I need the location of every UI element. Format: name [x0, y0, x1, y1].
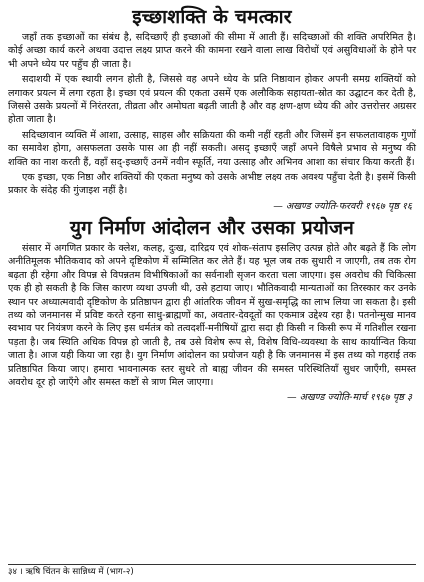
source-citation: — अखण्ड ज्योति-फरवरी १९६७ पृष्ठ १६ [273, 200, 412, 212]
section-title: इच्छाशक्ति के चमत्कार [132, 6, 292, 28]
paragraph: सदिच्छावान व्यक्ति में आशा, उत्साह, साहस और सक्रियता की कमी नहीं रहती और जिसमें इन सफलतावाहक गुणों का समावेश होगा, असफलता उसके पास आ ही नहीं सकती। असद् इच्छाएँ जहाँ अपने विषैले प्रभाव से मनुष्य की शक्ति का नाश करती हैं, वहाँ सद्-इच्छाएँ उनमें नवीन स्फूर्ति, नया उत्साह और अभिनव आशा का संचार किया करती हैं। [8, 129, 416, 168]
paragraph: सदाशयी में एक स्थायी लगन होती है, जिससे वह अपने ध्येय के प्रति निष्ठावान होकर अपनी समग्र शक्तियों को लगाकर प्रयत्न में लगा रहता है। इच्छा एवं प्रयत्न की एकता उसमें एक अलौकिक सहायता-स्रोत का उद्घाटन कर देती है, जिससे उसके प्रयत्नों में निरंतरता, तीव्रता और अमोघता बढ़ती जाती है और वह क्षण-क्षण ध्येय की ओर उत्तरोत्तर अग्रसर होता जाता है। [8, 74, 416, 126]
paragraph: जहाँ तक इच्छाओं का संबंध है, सदिच्छाएँ ही इच्छाओं की सीमा में आती हैं। सदिच्छाओं की शक्ति अपरिमित है। कोई अच्छा कार्य करने अथवा उदात्त लक्ष्य प्राप्त करने की कामना रखने वाला लाख विरोधों एवं असुविधाओं के होने पर भी अपने ध्येय पर पहुँच ही जाता है। [8, 32, 416, 70]
paragraph: संसार में अगणित प्रकार के क्लेश, कलह, दुःख, दारिद्रय एवं शोक-संताप इसलिए उत्पन्न होते और बढ़ते हैं कि लोग अनीतिमूलक भौतिकवाद को अपने दृष्टिकोण में सम्मिलित कर लेते हैं। यह भूल जब तक सुधारी न जाएगी, तब तक रोग बढ़ता ही रहेगा और विपन्न से विपन्नतम विभीषिकाओं का सर्वनाशी सृजन करता चला जाएगा। इस अवरोध की चिकित्सा एक ही हो सकती है कि जिस कारण व्यथा उपजी थी, उसे हटाया जाए। भौतिकवादी मान्यताओं का तिरस्कार कर उनके स्थान पर अध्यात्मवादी दृष्टिकोण के प्रतिष्ठापन द्वारा ही आंतरिक जीवन में सुख-समृद्धि का लाभ लिया जा सकता है। इसी तथ्य को जनमानस में प्रविष्ट करते रहना साधु-ब्राह्मणों का, अवतार-देवदूतों का एकमात्र उद्देश्य रहा है। पतनोन्मुख मानव स्वभाव पर नियंत्रण करने के लिए इस धर्मतंत्र को तत्वदर्शी-मनीषियों द्वारा सदा ही किसी न किसी रूप में गतिशील रखना पड़ता है। जब स्थिति अधिक विपन्न हो जाती है, तब उसे विशेष रूप से, विशेष विधि-व्यवस्था के साथ कार्यान्वित किया जाता है। आज यही किया जा रहा है। युग निर्माण आंदोलन का प्रयोजन यही है कि जनमानस में इस तथ्य को गहराई तक प्रतिष्ठापित किया जाए। हमारा भावनात्मक स्तर सुधरे तो बाह्य जीवन की समस्त परिस्थितियाँ सुधर जाएँगी, समस्त अवरोध दूर हो जाएँगे और समस्त कष्टों से त्राण मिल जाएगा। [8, 242, 416, 388]
page-footer: ३४ । ऋषि चिंतन के सान्निध्य में (भाग-२) [8, 564, 416, 578]
section-title: युग निर्माण आंदोलन और उसका प्रयोजन [69, 216, 355, 239]
section-willpower [8, 6, 416, 213]
paragraph: एक इच्छा, एक निष्ठा और शक्तियों की एकता मनुष्य को उसके अभीष्ट लक्ष्य तक अवश्य पहुँचा देती है। इसमें किसी प्रकार के संदेह की गुंजाइश नहीं है। [8, 172, 416, 197]
source-citation: — अखण्ड ज्योति-मार्च १९६७ पृष्ठ ३ [286, 392, 412, 404]
section-yug-nirman [8, 217, 416, 404]
